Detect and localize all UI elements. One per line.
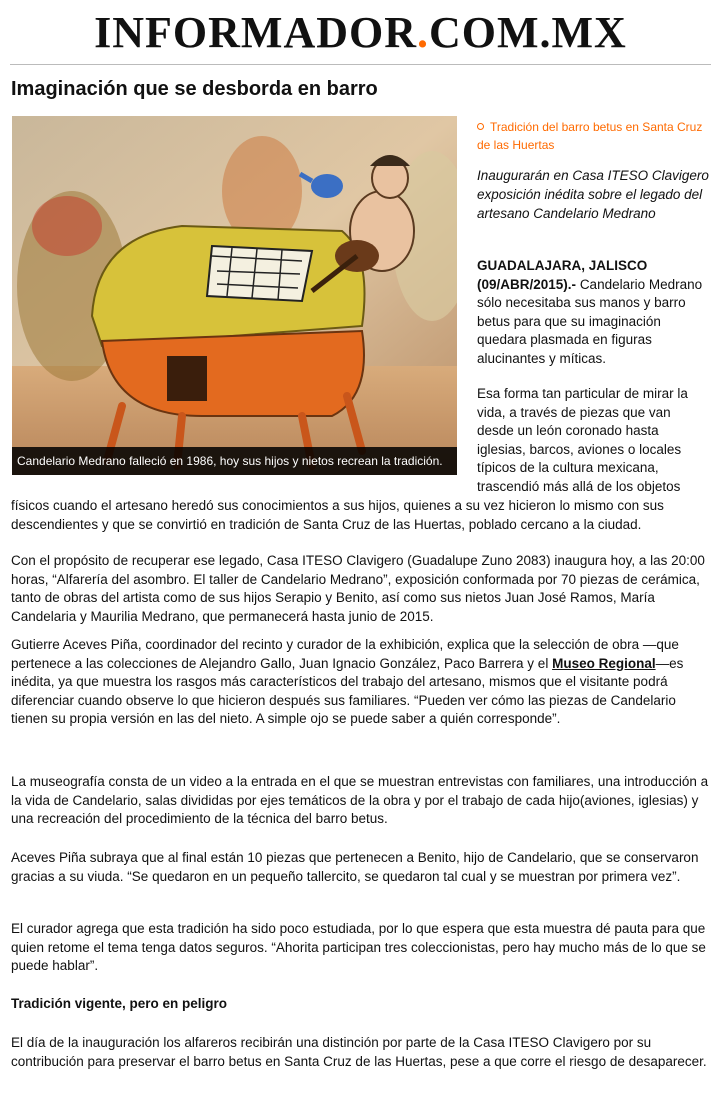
paragraph-dateline — [477, 257, 711, 368]
logo-main: INFORMADOR — [94, 8, 417, 57]
paragraph-7: El curador agrega que esta tradición ha sido poco estudiada, por lo que espera que esta muestra dé pauta para que quien retome el tema tenga datos seguros. “Ahorita participan tres coleccionistas, pero hay mucho más de lo que se puede hablar”. — [11, 921, 706, 973]
site-logo[interactable] — [0, 10, 721, 56]
masthead — [0, 0, 721, 66]
related-article-link[interactable] — [477, 118, 709, 154]
clay-figure-illustration — [12, 116, 457, 475]
paragraph-4-before: Gutierre Aceves Piña, coordinador del recinto y curador de la exhibición, explica que la selección de obra —que pertenece a las colecciones de Alejandro Gallo, Juan Ignacio González, Paco Barrera y el — [11, 637, 679, 671]
paragraph-5: La museografía consta de un video a la entrada en el que se muestran entrevistas con familiares, una introducción a la vida de Candelario, salas divididas por ejes temáticos de la obra y por el trabajo de cada hijo(aviones, iglesias) y una recreación del procedimiento de la técnica del barro betus. — [11, 774, 709, 826]
museo-regional-link[interactable]: Museo Regional — [552, 655, 656, 671]
logo-tld: COM.MX — [429, 8, 627, 57]
article-lede: Inaugurarán en Casa ITESO Clavigero exposición inédita sobre el legado del artesano Candelario Medrano — [477, 168, 709, 221]
bullet-icon — [477, 123, 484, 130]
section-subhead: Tradición vigente, pero en peligro — [11, 996, 228, 1011]
paragraph-2-full: físicos cuando el artesano heredó sus conocimientos a sus hijos, quienes a su vez hicieron lo mismo con sus descendientes y que se convirtió en tradición de Santa Cruz de las Huertas, poblado cercano a la ciudad. — [11, 498, 664, 532]
paragraph-4 — [11, 636, 713, 729]
paragraph-4-after: —es inédita, ya que muestra los rasgos más característicos del trabajo del artesano, mismos que el visitante podrá diferenciar cuando observe lo que hicieron después sus familiares. “Pueden ver cómo las piezas de Candelario tienen su propia versión en las del nieto. A simple ojo se puede saber a quién corresponde”. — [11, 655, 684, 726]
paragraph-8: El día de la inauguración los alfareros recibirán una distinción por parte de la Casa ITESO Clavigero por su contribución para preservar el barro betus en Santa Cruz de las Huertas, pese a que corre el riesgo de desaparecer. — [11, 1035, 707, 1069]
paragraph-2-side: Esa forma tan particular de mirar la vida, a través de piezas que van desde un león coronado hasta iglesias, barcos, aviones o locales típicos de la cultura mexicana, trascendió más allá de los objetos — [477, 386, 688, 494]
article-photo — [12, 116, 457, 475]
masthead-divider — [10, 64, 711, 65]
article-headline: Imaginación que se desborda en barro — [11, 78, 378, 100]
related-link-text: Tradición del barro betus en Santa Cruz de las Huertas — [477, 120, 703, 152]
paragraph-6: Aceves Piña subraya que al final están 10 piezas que pertenecen a Benito, hijo de Candelario, que se conservaron gracias a su viuda. “Se quedaron en un pequeño tallercito, se quedaron tal cual y se muestran por primera vez”. — [11, 850, 699, 884]
logo-dot: . — [417, 8, 429, 57]
paragraph-3: Con el propósito de recuperar ese legado, Casa ITESO Clavigero (Guadalupe Zuno 2083) inaugura hoy, a las 20:00 horas, “Alfarería del asombro. El taller de Candelario Medrano”, exposición conformada por 70 piezas de cerámica, tanto de obras del artista como de sus hijos Serapio y Benito, así como sus nietos Juan José Ramos, María Candelaria y Maurilia Medrano, que permanecerá hasta junio de 2015. — [11, 553, 705, 624]
dateline: GUADALAJARA, JALISCO (09/ABR/2015).- — [477, 258, 648, 292]
paragraph-1-text: Candelario Medrano sólo necesitaba sus manos y barro betus para que su imaginación quedara plasmada en figuras alucinantes y míticas. — [477, 276, 703, 366]
photo-caption: Candelario Medrano falleció en 1986, hoy sus hijos y nietos recrean la tradición. — [12, 447, 457, 475]
